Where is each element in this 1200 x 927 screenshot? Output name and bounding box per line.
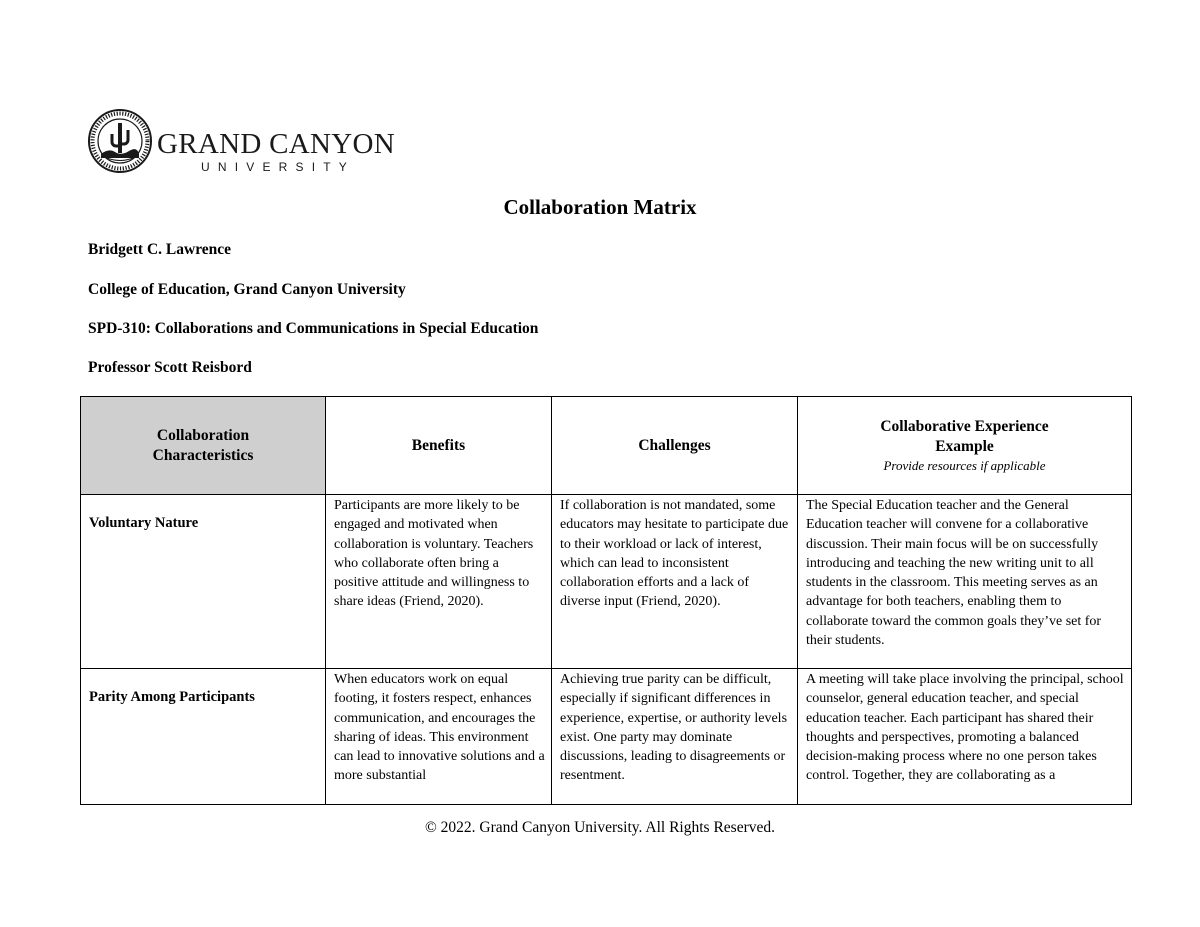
row-challenges: [552, 669, 798, 805]
logo-name: GRAND CANYON: [157, 128, 396, 160]
header-characteristics-line2: Characteristics: [152, 446, 254, 464]
header-example-line1: Collaborative Experience: [880, 417, 1049, 435]
row-example: [798, 669, 1132, 805]
row-challenges-text: Achieving true parity can be difficult, especially if significant differences in experience, expertise, or authority levels exist. One party may dominate discussions, leading to disagreements or resentment.: [560, 672, 788, 784]
header-challenges: Challenges: [552, 397, 798, 495]
header-example: [798, 397, 1132, 495]
row-characteristic-label: Parity Among Participants: [89, 689, 255, 705]
college-name: College of Education, Grand Canyon University: [88, 281, 406, 298]
row-benefits-text: When educators work on equal footing, it fosters respect, enhances communication, and encourages the sharing of ideas. This environment can lead to innovative solutions and a more substantial: [334, 672, 545, 784]
logo-subtitle: UNIVERSITY: [201, 160, 356, 174]
header-example-line2: Example: [935, 437, 994, 455]
header-characteristics: [81, 397, 326, 495]
row-example-text: A meeting will take place involving the principal, school counselor, general education teacher, and special education teacher. Each participant has shared their thoughts and perspectives, promoting a balanced decision-making process where no one person takes control. Together, they are collaborating as a: [806, 672, 1124, 784]
table-row: [81, 669, 1132, 805]
gcu-seal-icon: [87, 108, 153, 174]
row-example: The Special Education teacher and the General Education teacher will convene for a collaborative discussion. Their main focus will be on successfully introducing and teaching the new writing unit to all students in the classroom. This meeting serves as an advantage for both teachers, enabling them to collaborate toward the common goals they’ve set for their students.: [798, 495, 1132, 669]
document-title: Collaboration Matrix: [503, 195, 697, 219]
course-title: SPD-310: Collaborations and Communications in Special Education: [88, 320, 539, 337]
row-characteristic-label: Voluntary Nature: [89, 515, 199, 531]
gcu-logo: [87, 108, 396, 178]
row-challenges: If collaboration is not mandated, some educators may hesitate to participate due to their workload or lack of interest, which can lead to inconsistent collaboration efforts and a lack of diverse input (Friend, 2020).: [552, 495, 798, 669]
row-characteristic: [81, 495, 326, 669]
copyright-footer: © 2022. Grand Canyon University. All Rights Reserved.: [424, 819, 775, 836]
professor-name: Professor Scott Reisbord: [88, 359, 252, 376]
table-row: [81, 495, 1132, 669]
header-benefits: Benefits: [326, 397, 552, 495]
header-example-note: Provide resources if applicable: [883, 457, 1046, 473]
row-characteristic: [81, 669, 326, 805]
author-name: Bridgett C. Lawrence: [88, 241, 232, 258]
row-benefits: [326, 669, 552, 805]
header-characteristics-line1: Collaboration: [156, 426, 250, 444]
table-header-row: [81, 397, 1132, 495]
collaboration-matrix-table: [80, 396, 1132, 805]
row-benefits: Participants are more likely to be engaged and motivated when collaboration is voluntary. Teachers who collaborate often bring a positive attitude and willingness to share ideas (Friend, 2020).: [326, 495, 552, 669]
